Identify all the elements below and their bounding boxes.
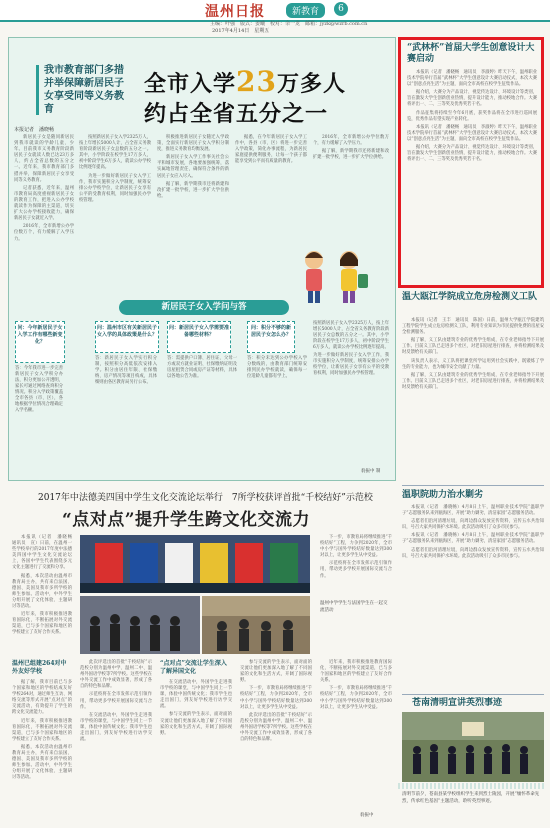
article2-subhead-2: “点对点”交流让学生深入了解异国文化 — [160, 660, 227, 675]
paragraph: 本报讯（记者 潘晓畅）4月8日上午，温州职业技术学院“温职学子”志愿服务队来到瓯海区，开展“助力剿劣，清洁家园”志愿服务活动。 — [402, 533, 544, 545]
answer-text: 答：今年我市进一步完善新居民子女入学积分办法，积分更加公开透明，家长可通过网络查询积分情况。积分入学政策覆盖全市各县（市、区），各地根据学位情况合理确定入学名额。 — [15, 366, 63, 413]
feature-byline: 本报记者 潘晓畅 — [14, 127, 55, 133]
article2-col-5 — [320, 660, 392, 810]
article2-col-3 — [160, 680, 232, 820]
flags-photo — [80, 535, 310, 593]
paragraph: 志愿者们沿河清理垃圾，向周边群众发放宣传资料，宣传五水共治知识，号召大家共同保护水环境。此次活动吸引了众多市民参与。 — [402, 519, 544, 531]
page-number: 6 — [334, 2, 348, 16]
article2-col-4 — [240, 660, 312, 820]
paragraph: 按照新居民子女入学2325万人，按上年增长5000人计，占全省义务教育阶段新居民子女总数的五分之一。其中，小学阶段在校学生17万多人，初中阶段学生6万多人，就读公办学校比例逐年提高。 — [79, 135, 151, 171]
answer-text: 答：积分未达到公办学校入学分数线的，由教育部门统筹安排到民办学校就读，确保每一位适龄儿童都有学上。 — [247, 356, 307, 379]
headline-pre: 全市入学 — [144, 71, 237, 97]
paragraph: 据了解，义工队由建筑专业的优秀学生组成，在专业老师指导下开展工作。目前义工队已走进多个社区，对老旧房屋进行排查，并将检测结果及时反馈给有关部门。 — [402, 338, 544, 356]
flags-photo-graphic — [80, 535, 310, 593]
paragraph: 据悉，本次活动由温州市教育局主办，共有来自法国、德国、美国及我市多所学校的师生参加。活动中，中外学生分组开展了文化体验、主题研讨等活动。 — [12, 573, 72, 610]
story3-body — [402, 505, 544, 690]
divider — [402, 485, 544, 486]
story4-caption: 清明节前夕，苍南县某学校组织学生来到烈士陵园，开展“缅怀革命先烈，传承红色基因”主题活动，聆听英烈事迹。 — [402, 792, 540, 804]
paragraph: 据悉，在今年新居民子女入学工作中，各县（市、区）将进一步完善入学政策，简化办事流程，为新居民家庭提供便利服务，让每一个孩子都能享受到公平而有质量的教育。 — [235, 135, 307, 165]
paragraph: 本报讯（记者 潘晓畅 通讯员 宣）日前，在温州一些学校举行的2017年度中法德美四国中学生文化交流论坛上，各国中学生代表围绕多元文化主题进行了交流和分享。 — [12, 535, 77, 571]
paragraph: 志愿者们沿河清理垃圾，向周边群众发放宣传资料，宣传五水共治知识，号召大家共同保护水环境。此次活动吸引了众多市民参与。 — [402, 547, 544, 559]
headline-number: 23 — [236, 65, 277, 98]
article2-headline: “点对点”提升学生跨文化交流力 — [62, 510, 311, 530]
paragraph: 近年来，我市积极推进教育国际化，不断拓展对外交流渠道，已与多个国家和地区的学校建立了友好合作关系。 — [12, 718, 72, 742]
feature-headline-line1 — [144, 65, 346, 98]
headline-post: 万多人 — [276, 71, 346, 97]
group-photo-left — [80, 596, 200, 654]
article2-editor: 翁振中 — [360, 813, 374, 818]
paragraph: 本报讯（记者 潘晓畅）4月8日上午，温州职业技术学院“温职学子”志愿服务队来到瓯海区，开展“助力剿劣，清洁家园”志愿服务活动。 — [402, 505, 544, 517]
ceremony-photo-graphic — [402, 712, 544, 782]
story3-title: 温职院助力治水剿劣 — [402, 490, 484, 500]
answer-text: 答：新居民子女入学实行积分制，按照积分高低依次安排入学。积分由居住年限、社保缴纳、房产情况等项目构成，具体细则由各区教育局另行公布。 — [95, 356, 157, 385]
paragraph: 参与交流的学生表示，面对面的交流让他们更加深入地了解了不同国家的文化和生活方式，开阔了国际视野。 — [160, 712, 232, 736]
feature-col-3 — [157, 135, 229, 295]
feature-col-2 — [79, 135, 151, 295]
paragraph: 下一步，市教育局将继续推进“千校结好”工程，力争到2020年，全市中小学与国外学校结好数量达到300对以上，让更多学生从中受益。 — [320, 535, 392, 559]
ceremony-photo — [402, 712, 544, 782]
paragraph: 此次评选出的首批“千校结好”示范校分别为温州中学、温州二中、温州外国语学校等7所学校。这些学校在中外交流工作中成效显著，形成了各自的特色和品牌。 — [80, 660, 152, 690]
masthead — [0, 0, 550, 22]
group-photo-left-graphic — [80, 596, 200, 654]
paragraph: 该负责人表示，义工队将把课堂所学运用到社会实践中，既锻炼了学生的专业能力，也为城市安全贡献了力量。 — [402, 358, 544, 370]
article2-col-right — [320, 535, 392, 595]
story1-body — [407, 70, 537, 282]
feature-col-5 — [313, 135, 389, 240]
paragraph: 为进一步做好新居民子女入学工作，我市实施积分入学制度，统筹安排公办学校学位，让新居民子女享有公平的受教育权利，同时加强民办学校管理。 — [79, 173, 151, 203]
paragraph: 在交流活动中，外国学生走进我市学校的课堂，与中国学生同上一节课，体验中国传统文化；我市学生也走出国门，到友好学校进行访学交流。 — [160, 680, 232, 710]
paragraph: 参与交流的学生表示，面对面的交流让他们更加深入地了解了不同国家的文化和生活方式，开阔了国际视野。 — [240, 660, 312, 684]
paragraph: 在交流活动中，外国学生走进我市学校的课堂，与中国学生同上一节课，体验中国传统文化；我市学生也走出国门，到友好学校进行访学交流。 — [80, 712, 152, 743]
kicker-bar — [36, 65, 39, 115]
photo-caption: 温州中学学生与法国学生在一起交流活动 — [320, 601, 388, 613]
article2-subhead-1: 温州已组建264对中外友好学校 — [12, 660, 67, 675]
paragraph: 据了解，我市目前已与多个国家和地区的学校结成友好学校264对，通过师生互访、网络交流等形式开展“点对点”的交流活动，有效提升了学生的跨文化交流能力。 — [12, 680, 72, 716]
answer-text: 答：需提供户口簿、居住证、父母一方或双方就业证明、社保缴纳证明及房屋租赁合同或房产证等材料，具体以各地公告为准。 — [167, 356, 237, 379]
question-box: 问：积分不够的新居民子女怎么办？ — [247, 321, 295, 353]
feature-col-4 — [235, 135, 307, 240]
story1-title: “武林杯”首届大学生创意设计大赛启动 — [407, 43, 535, 64]
paragraph: 此次评选出的首批“千校结好”示范校分别为温州中学、温州二中、温州外国语学校等7所学校。这些学校在中外交流工作中成效显著，形成了各自的特色和品牌。 — [240, 712, 312, 743]
paragraph: 按照新居民子女入学2325万人，按上年增长5000人计，占全省义务教育阶段新居民子女总数的五分之一。其中，小学阶段在校学生17万多人，初中阶段学生6万多人，就读公办学校比例逐年提高。 — [313, 321, 389, 350]
paragraph: 近年来，我市积极推进教育国际化，不断拓展对外交流渠道，已与多个国家和地区的学校建立了友好合作关系。 — [12, 612, 72, 636]
paragraph: 下一步，市教育局将继续推进“千校结好”工程，力争到2020年，全市中小学与国外学校结好数量达到300对以上，让更多学生从中受益。 — [320, 686, 392, 710]
feature-col-1 — [14, 135, 74, 295]
question-box: 问：温州市区有关新居民子女入学的具体政策是什么？ — [95, 321, 159, 353]
paragraph: 为进一步做好新居民子女入学工作，我市实施积分入学制度，统筹安排公办学校学位，让新居民子女享有公平的受教育权利，同时加强民办学校管理。 — [313, 353, 389, 376]
story2-title: 温大瓯江学院成立危房检测义工队 — [402, 292, 538, 302]
paragraph: 据介绍，大赛分为产品设计、视觉传达设计、环境设计等类别，旨在激发大学生创新创业热情，提升设计能力，推动校地合作。大赛将评出一、二、三等奖及优秀奖若干名。 — [407, 90, 537, 108]
divider — [402, 694, 544, 695]
kids-illustration — [284, 246, 384, 306]
article2-col-2 — [80, 660, 152, 820]
paragraph: 示范校将在全市发挥示范引领作用，带动更多学校开展国际交流与合作。 — [80, 692, 152, 710]
question-box: 问：新居民子女入学需要准备哪些材料？ — [167, 321, 231, 353]
article2-col-1b — [12, 680, 72, 820]
dateline: 2017年4月14日 星期五 — [212, 28, 270, 34]
paragraph: 积极推进新居民子女随迁入学政策，全面实行新居民子女入学积分制度，推进义务教育均衡发展。 — [157, 135, 229, 153]
feature-editor: 翁振中 制 — [361, 469, 381, 474]
feature-block — [8, 37, 396, 481]
qa-banner: 新居民子女入学问与答 — [119, 300, 289, 315]
group-photo-right-graphic — [202, 596, 310, 654]
story2-body — [402, 318, 544, 483]
section-label: 新教育 — [286, 3, 325, 18]
paragraph: 近年来，我市积极推进教育国际化，不断拓展对外交流渠道，已与多个国家和地区的学校建立了友好合作关系。 — [320, 660, 392, 684]
paragraph: 本报讯（记者 潘晓畅 通讯员 李淑婷）昨天下午，温州职业技术学院举行首届“武林杯”大学生创意设计大赛启动仪式，本次大赛以“创意点亮生活”为主题，面向全市高校在校学生征集作品。 — [407, 70, 537, 88]
paragraph: 记者获悉，近年来，温州市教育局高度重视新居民子女的教育工作，把进入公办学校就读作为保障的主渠道，切实扩大公办学校接收能力，确保新居民子女就近入学。 — [14, 185, 74, 222]
paragraph: 作品征集将持续至今年6月底，获奖作品将在全市进行巡回展览，优秀作品有望实现产业转化。 — [407, 110, 537, 122]
group-photo-right — [202, 596, 310, 654]
paragraph: 新居民子女入学工作事关社会公平和城市发展，各地要加强统筹，落实属地管理责任，确保符合条件的新居民子女应入尽入。 — [157, 155, 229, 179]
paragraph: 2016年，全市新增公办学位数万个，有力缓解了入学压力。 — [14, 224, 74, 242]
paragraph: 新居民子女是随同新居民到我市就读的学龄儿童、少年。目前我市义务教育阶段新居民子女就读人数已达23万多人，约占全省总数的五分之一。近年来，我市教育部门多措并举，保障新居民子女享受同等义务教育。 — [14, 135, 74, 183]
article2-col-1 — [12, 535, 77, 655]
paragraph: 据介绍，大赛分为产品设计、视觉传达设计、环境设计等类别，旨在激发大学生创新创业热情，提升设计能力，推动校地合作。大赛将评出一、二、三等奖及优秀奖若干名。 — [407, 145, 537, 163]
paragraph: 据了解，新学期我市还将新建和改扩建一批学校，进一步扩大学位供给。 — [313, 149, 389, 161]
qa-section — [15, 321, 391, 476]
newspaper-logo: 温州日报 — [205, 4, 265, 20]
paragraph: 本报讯（记者 潘晓畅 通讯员 李淑婷）昨天下午，温州职业技术学院举行首届“武林杯”大学生创意设计大赛启动仪式，本次大赛以“创意点亮生活”为主题，面向全市高校在校学生征集作品。 — [407, 124, 537, 142]
paragraph: 据了解，义工队由建筑专业的优秀学生组成，在专业老师指导下开展工作。目前义工队已走进多个社区，对老旧房屋进行排查，并将检测结果及时反馈给有关部门。 — [402, 372, 544, 390]
paragraph: 下一步，市教育局将继续推进“千校结好”工程，力争到2020年，全市中小学与国外学校结好数量达到300对以上，让更多学生从中受益。 — [240, 686, 312, 710]
paragraph: 2016年，全市新增公办学位数万个，有力缓解了入学压力。 — [313, 135, 389, 147]
feature-headline-line2: 约占全省五分之一 — [144, 101, 329, 127]
feature-kicker: 我市教育部门多措并举保障新居民子女享受同等义务教育 — [44, 65, 124, 115]
answer-text — [313, 321, 389, 466]
paragraph: 据悉，本次活动由温州市教育局主办，共有来自法国、德国、美国及我市多所学校的师生参加。活动中，中外学生分组开展了文化体验、主题研讨等活动。 — [12, 744, 72, 781]
paragraph: 示范校将在全市发挥示范引领作用，带动更多学校开展国际交流与合作。 — [320, 561, 392, 579]
question-box: 问：今年新居民子女入学工作有哪些新变化？ — [15, 321, 65, 363]
decorative-band — [398, 783, 544, 789]
story4-title: 苍南清明宣讲英烈事迹 — [412, 698, 503, 708]
paragraph: 据了解，新学期我市还将新建和改扩建一批学校，进一步扩大学位供给。 — [157, 181, 229, 199]
paragraph: 本报讯（记者 王丰 通讯员 陈国）日前，温州大学瓯江学院建筑工程学院学生成立危房检测义工队，利用专业知识为市民提供免费的房屋安全检测服务。 — [402, 318, 544, 336]
article2-kicker: 2017年中法德美四国中学生文化交流论坛举行 7所学校获评首批“千校结好”示范校 — [38, 493, 373, 503]
staff-line: 主编：叶强 版式：姜曦 校对：余一龙 邮箱：jyzk@wzrb.com.cn — [210, 21, 368, 27]
